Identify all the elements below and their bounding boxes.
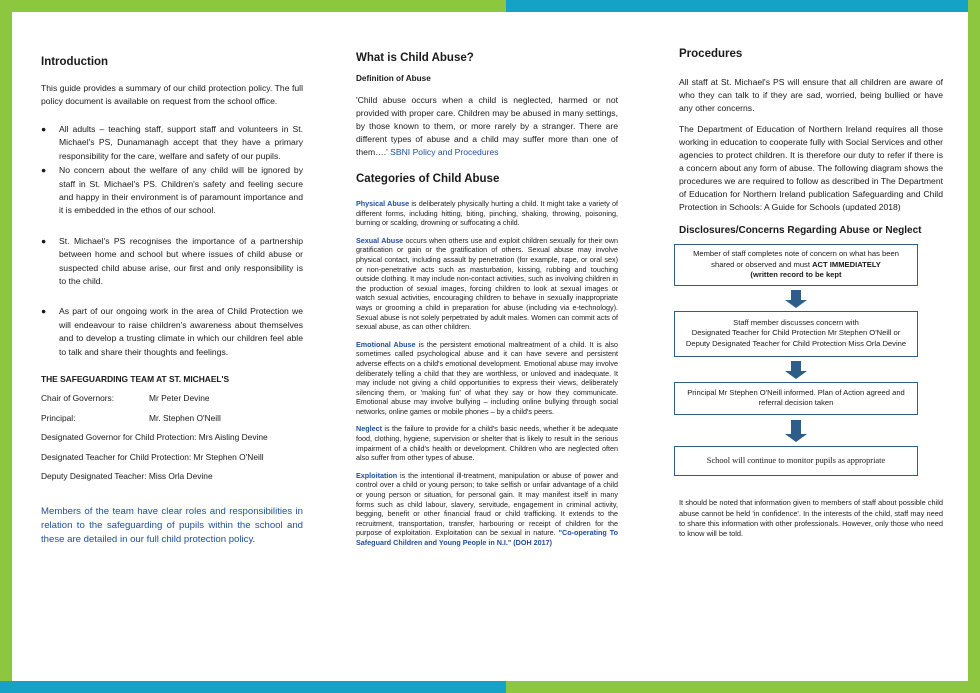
list-item: ● All adults – teaching staff, support staff and volunteers in St. Michael's PS, Dunamanagh accept that they have a primary responsibility for the care, welfare and safety of our pupils. <box>41 124 303 161</box>
team-closing-statement: Members of the team have clear roles and responsibilities in relation to the safeguarding of pupils within the school and these are detailed in our full child protection policy. <box>41 505 303 545</box>
neglect-paragraph: Neglect is the failure to provide for a child's basic needs, whether it be adequate food, clothing, hygiene, supervision or shelter that is likely to result in the serious impairment of a child's health or development. Children who are neglected often also suffer from other types of abuse. <box>356 424 618 463</box>
procedures-column <box>679 48 943 539</box>
introduction-column <box>41 52 303 547</box>
team-row-designated-governor: Designated Governor for Child Protection: Mrs Aisling Devine <box>41 432 268 443</box>
introduction-bullet-list <box>41 123 303 359</box>
flow-step-3: Principal Mr Stephen O'Neill informed. Plan of Action agreed and referral decision taken <box>674 382 918 415</box>
bottom-border-green <box>506 681 980 693</box>
introduction-heading: Introduction <box>41 56 109 68</box>
list-item: ● As part of our ongoing work in the area of Child Protection we will endeavour to raise children's awareness about themselves and to develop a trusting climate in which our children feel able to talk and share their thoughts and feelings. <box>41 306 303 357</box>
flow-arrow-down-icon <box>674 286 918 311</box>
procedure-flowchart <box>674 244 918 476</box>
flow-step-2: Staff member discusses concern with Designated Teacher for Child Protection Mr Stephen O'Neill or Deputy Designated Teacher for Child Protection Miss Orla Devine <box>674 311 918 357</box>
flow-step-1: Member of staff completes note of concern on what has been shared or observed and must ACT IMMEDIATELY (written record to be kept <box>674 244 918 286</box>
procedures-heading: Procedures <box>679 48 743 60</box>
emotional-abuse-paragraph: Emotional Abuse is the persistent emotional maltreatment of a child. It is also sometimes called psychological abuse and it can have severe and persistent adverse effects on a child's emotional development. Emotional abuse may involve deliberately telling a child that they are worthless, or unloved and inadequate. It may include not giving a child opportunities to express their views, deliberately silencing them, or 'making fun' of what they say or how they communicate. Emotional abuse may involve bullying – including online bullying through social networks, online games or mobile phones – by a child's peers. <box>356 339 619 416</box>
flow-heading: Disclosures/Concerns Regarding Abuse or Neglect <box>679 225 922 236</box>
definition-source: SBNI Policy and Procedures <box>390 147 499 157</box>
bullet-icon: ● <box>41 306 47 317</box>
team-row-designated-teacher: Designated Teacher for Child Protection: Mr Stephen O'Neill <box>41 451 264 462</box>
physical-abuse-paragraph: Physical Abuse is deliberately physically hurting a child. It might take a variety of different forms, including hitting, biting, pinching, shaking, throwing, poisoning, burning or scalding, drowning or suffocating a child. <box>356 199 618 228</box>
top-border-green <box>0 0 506 12</box>
left-border <box>0 0 12 693</box>
team-row-principal: Principal: Mr. Stephen O'Neill <box>41 412 221 423</box>
exploitation-source: "Co-operating To Safeguard Children and Young People in N.I." (DOH 2017) <box>356 528 618 547</box>
flow-arrow-down-icon <box>674 357 918 382</box>
introduction-paragraph: This guide provides a summary of our child protection policy. The full policy document is available on request from the school office. <box>41 83 303 106</box>
procedures-paragraph-1: All staff at St. Michael's PS will ensure that all children are aware of who they can talk to if they are sad, worried, being bullied or have any other concerns. <box>679 77 943 113</box>
exploitation-paragraph: Exploitation is the intentional ill-treatment, manipulation or abuse of power and control over a child or young person; to take selfish or unfair advantage of a child or young person or situation, for personal gain. It may manifest itself in many forms such as child labour, slavery, servitude, engagement in criminal activity, begging, benefit or other financial fraud or child trafficking. It extends to the recruitment, transportation, transfer, harbouring or receipt of children for the purpose of exploitation. Exploitation can be sexual in nature. "Co-operating To Safeguard Children and Young People in N.I." (DOH 2017) <box>356 470 618 547</box>
right-border <box>968 0 980 693</box>
flow-arrow-down-icon <box>674 415 918 446</box>
team-row-chair: Chair of Governors: Mr Peter Devine <box>41 393 210 404</box>
safeguarding-team-heading: THE SAFEGUARDING TEAM AT ST. MICHAEL'S <box>41 374 230 385</box>
bullet-icon: ● <box>41 124 47 134</box>
bullet-icon: ● <box>41 235 47 246</box>
bullet-icon: ● <box>41 165 47 176</box>
definition-heading: Definition of Abuse <box>356 74 431 83</box>
definition-quote: 'Child abuse occurs when a child is neglected, harmed or not provided with proper care. Children may be abused in many settings, by those known to them, or more rarely by a stranger. There are different types of abuse and a child may suffer more than one of them….' SBNI Policy and Procedures <box>356 95 618 157</box>
child-abuse-heading: What is Child Abuse? <box>356 52 474 64</box>
team-row-deputy-teacher: Deputy Designated Teacher: Miss Orla Devine <box>41 471 213 482</box>
confidentiality-note: It should be noted that information given to members of staff about possible child abuse cannot be held 'in confidence'. In the interests of the child, staff may need to share this information with other professionals. However, only those who need to know will be told. <box>679 498 943 538</box>
flow-step-4: School will continue to monitor pupils as appropriate <box>674 446 918 477</box>
categories-heading: Categories of Child Abuse <box>356 173 500 185</box>
bottom-border-teal <box>0 681 506 693</box>
child-abuse-column <box>356 52 618 548</box>
list-item: ● No concern about the welfare of any child will be ignored by staff in St. Michael's PS. Children's safety and feeling secure and happy in their environment is of paramount importance and it is embedded in the ethos of our school. <box>41 165 303 216</box>
list-item: ● St. Michael's PS recognises the importance of a partnership between home and school but where issues of child abuse or suspected child abuse arise, our first and only responsibility is to the child. <box>41 235 303 287</box>
top-border-teal <box>506 0 980 12</box>
procedures-paragraph-2: The Department of Education of Northern Ireland requires all those working in education to cooperate fully with Social Services and other agencies to protect children. It is therefore our duty to refer if there is a concern about any form of abuse. The following diagram shows the procedures we are required to follow as described in The Department of Education for Northern Ireland publication Safeguarding and Child Protection in Schools: A Guide for Schools (updated 2018) <box>679 124 943 212</box>
sexual-abuse-paragraph: Sexual Abuse occurs when others use and exploit children sexually for their own gratification or gain or the gratification of others. Sexual abuse may involve physical contact, including assault by penetration (for example, rape, or oral sex) or non-penetrative acts such as masturbation, kissing, rubbing and touching outside clothing. It may include non-contact activities, such as involving children in the production of sexual images, forcing children to look at sexual images or watch sexual activities, encouraging children to behave in sexually inappropriate ways or grooming a child in preparation for abuse (including via e-technology). Sexual abuse is not solely perpetrated by adult males. Women can commit acts of sexual abuse, as can other children. <box>356 235 618 332</box>
